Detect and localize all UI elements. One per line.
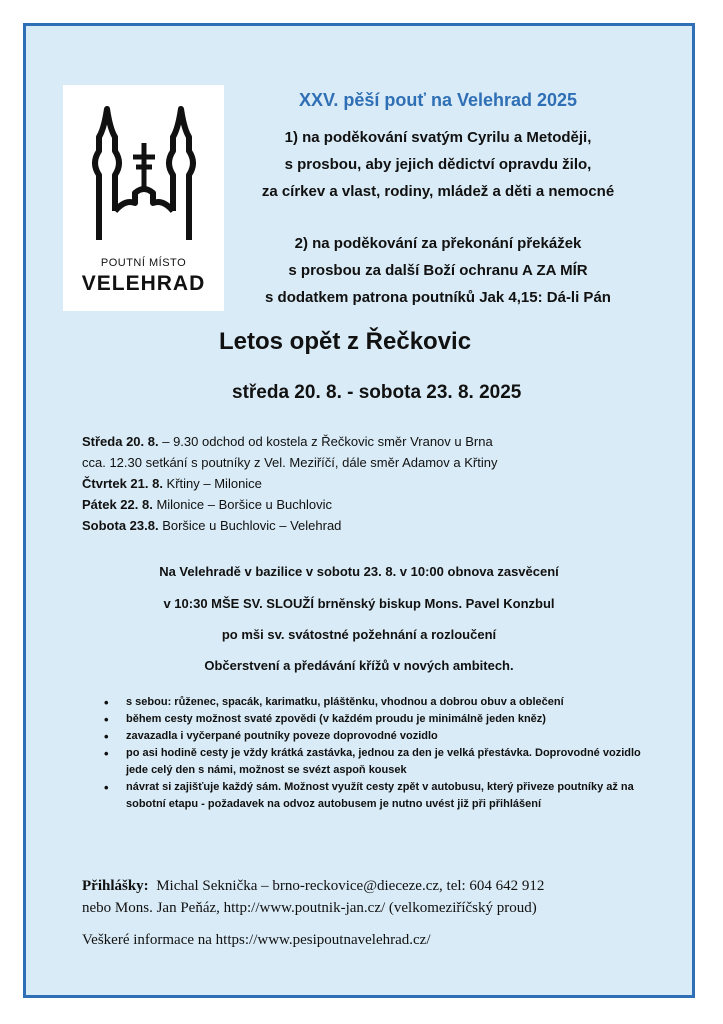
schedule-text: cca. 12.30 setkání s poutníky z Vel. Meziříčí, dále směr Adamov a Křtiny [82, 455, 498, 470]
list-item: • s sebou: růženec, spacák, karimatku, pláštěnku, vhodnou a dobrou obuv a oblečení [104, 694, 664, 711]
program-line: Občerstvení a předávání křížů v nových ambitech. [204, 658, 514, 673]
schedule-row [82, 473, 497, 494]
schedule-row [82, 431, 497, 452]
pilgrimage-title: XXV. pěší pouť na Velehrad 2025 [298, 90, 578, 110]
headline: Letos opět z Řečkovic [219, 328, 472, 355]
contact-line: Michal Seknička – brno-reckovice@dieceze.cz, tel: 604 642 912 [148, 878, 545, 894]
list-item: • během cesty možnost svaté zpovědi (v každém proudu je minimálně jeden kněz) [104, 711, 664, 728]
intention-2-line: 2) na poděkování za překonání překážek [294, 235, 582, 252]
program-line: v 10:30 MŠE SV. SLOUŽÍ brněnský biskup Mons. Pavel Konzbul [163, 596, 555, 611]
schedule-row [82, 494, 497, 515]
logo-subtitle: POUTNÍ MÍSTO [100, 257, 187, 269]
list-item: • návrat si zajišťuje každý sám. Možnost využít cesty zpět v autobusu, který přiveze poutníky až na sobotní etapu - požadavek na odvoz autobusem je nutno uvést již při přihlášení [104, 779, 664, 813]
registration-label: Přihlášky: [82, 878, 149, 894]
intention-1-line: za církev a vlast, rodiny, mládež a děti a nemocné [261, 183, 615, 200]
schedule-text: Boršice u Buchlovic – Velehrad [158, 518, 342, 533]
schedule-text: – 9.30 odchod od kostela z Řečkovic směr Vranov u Brna [158, 434, 493, 449]
schedule-row [82, 452, 497, 473]
schedule-text: Křtiny – Milonice [162, 476, 262, 491]
logo-title: VELEHRAD [81, 272, 206, 295]
schedule-day: Středa 20. 8. [82, 434, 159, 449]
schedule-day: Čtvrtek 21. 8. [82, 476, 163, 491]
schedule-text: Milonice – Boršice u Buchlovic [152, 497, 333, 512]
schedule-day: Sobota 23.8. [82, 518, 159, 533]
schedule [82, 431, 497, 536]
list-item: • po asi hodině cesty je vždy krátká zastávka, jednou za den je velká přestávka. Doprovodné vozidlo jede celý den s námi, možnost se svézt aspoň kousek [104, 745, 664, 779]
notes-list [104, 694, 664, 813]
schedule-day: Pátek 22. 8. [82, 497, 153, 512]
registration-contact [82, 875, 544, 919]
info-link: Veškeré informace na https://www.pesipoutnavelehrad.cz/ [82, 932, 431, 948]
contact-line: nebo Mons. Jan Peňáz, http://www.poutnik-jan.cz/ (velkomeziříčský proud) [82, 900, 537, 916]
intention-1 [228, 124, 648, 205]
program-line: po mši sv. svátostné požehnání a rozloučení [221, 627, 497, 642]
schedule-row [82, 515, 497, 536]
velehrad-logo [63, 85, 224, 311]
intention-1-line: 1) na poděkování svatým Cyrilu a Metoději, [284, 129, 592, 146]
intention-1-line: s prosbou, aby jejich dědictví opravdu žilo, [284, 156, 592, 173]
intention-2-line: s prosbou za další Boží ochranu A ZA MÍR [288, 262, 588, 279]
intention-2 [228, 230, 648, 311]
list-item: • zavazadla i vyčerpané poutníky poveze doprovodné vozidlo [104, 728, 664, 745]
intention-2-line: s dodatkem patrona poutníků Jak 4,15: Dá-li Pán [265, 289, 611, 306]
program-line: Na Velehradě v bazilice v sobotu 23. 8. v 10:00 obnova zasvěcení [159, 564, 559, 579]
date-range: středa 20. 8. - sobota 23. 8. 2025 [232, 382, 522, 403]
basilica-towers-icon [85, 105, 203, 255]
